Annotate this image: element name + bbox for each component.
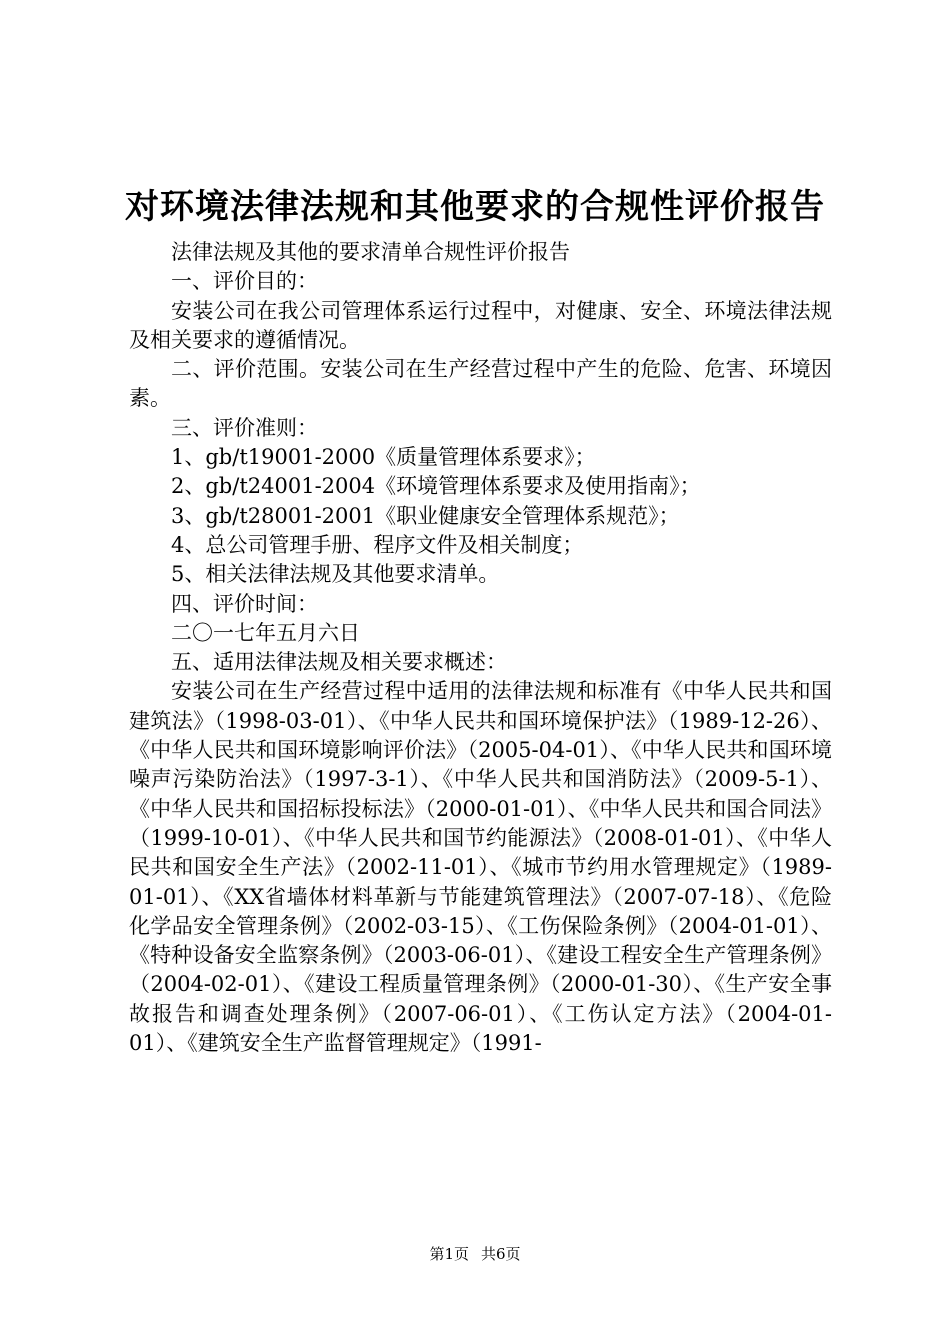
paragraph-heading-time: 四、评价时间： (171, 591, 318, 616)
paragraph-heading-purpose: 一、评价目的： (171, 269, 318, 294)
paragraph-criteria-5: 5、相关法律法规及其他要求清单。 (171, 562, 500, 587)
paragraph-overview: 安装公司在生产经营过程中适用的法律法规和标准有《中华人民共和国建筑法》（1998-03-01）、《中华人民共和国环境保护法》（1989-12-26）、《中华人民共和国环境影响评价法》（2005-04-01）、《中华人民共和国环境噪声污染防治法》（1997-3-1）、《中华人民共和国消防法》（2009-5-1）、《中华人民共和国招标投标法》（2000-01-01）、《中华人民共和国合同法》（1999-10-01）、《中华人民共和国节约能源法》（2008-01-01）、《中华人民共和国安全生产法》（2002-11-01）、《城市节约用水管理规定》（1989-01-01）、《XX省墙体材料革新与节能建筑管理法》（2007-07-18）、《危险化学品安全管理条例》（2002-03-15）、《工伤保险条例》（2004-01-01）、《特种设备安全监察条例》（2003-06-01）、《建设工程安全生产管理条例》（2004-02-01）、《建设工程质量管理条例》（2000-01-30）、《生产安全事故报告和调查处理条例》（2007-06-01）、《工伤认定方法》（2004-01-01）、《建筑安全生产监督管理规定》（1991- (129, 679, 832, 1056)
paragraph-criteria-4: 4、总公司管理手册、程序文件及相关制度； (171, 532, 584, 557)
page-number: 第1页 (429, 1245, 469, 1263)
paragraph-heading-overview: 五、适用法律法规及相关要求概述： (171, 650, 507, 675)
paragraph-criteria-1: 1、gb/t19001-2000《质量管理体系要求》； (171, 445, 596, 470)
paragraph-scope: 二、评价范围。安装公司在生产经营过程中产生的危险、危害、环境因素。 (129, 357, 832, 411)
document-title: 对环境法律法规和其他要求的合规性评价报告 (125, 187, 825, 227)
paragraph-purpose: 安装公司在我公司管理体系运行过程中，对健康、安全、环境法律法规及相关要求的遵循情况。 (129, 298, 832, 352)
paragraph-heading-criteria: 三、评价准则： (171, 415, 318, 440)
page-footer (0, 1244, 950, 1264)
paragraph-criteria-2: 2、gb/t24001-2004《环境管理体系要求及使用指南》； (171, 474, 701, 499)
paragraph-criteria-3: 3、gb/t28001-2001《职业健康安全管理体系规范》； (171, 503, 680, 528)
page-total: 共6页 (481, 1245, 521, 1263)
document-body (129, 238, 832, 1058)
paragraph-date: 二〇一七年五月六日 (171, 620, 360, 645)
paragraph-subtitle: 法律法规及其他的要求清单合规性评价报告 (171, 240, 570, 264)
